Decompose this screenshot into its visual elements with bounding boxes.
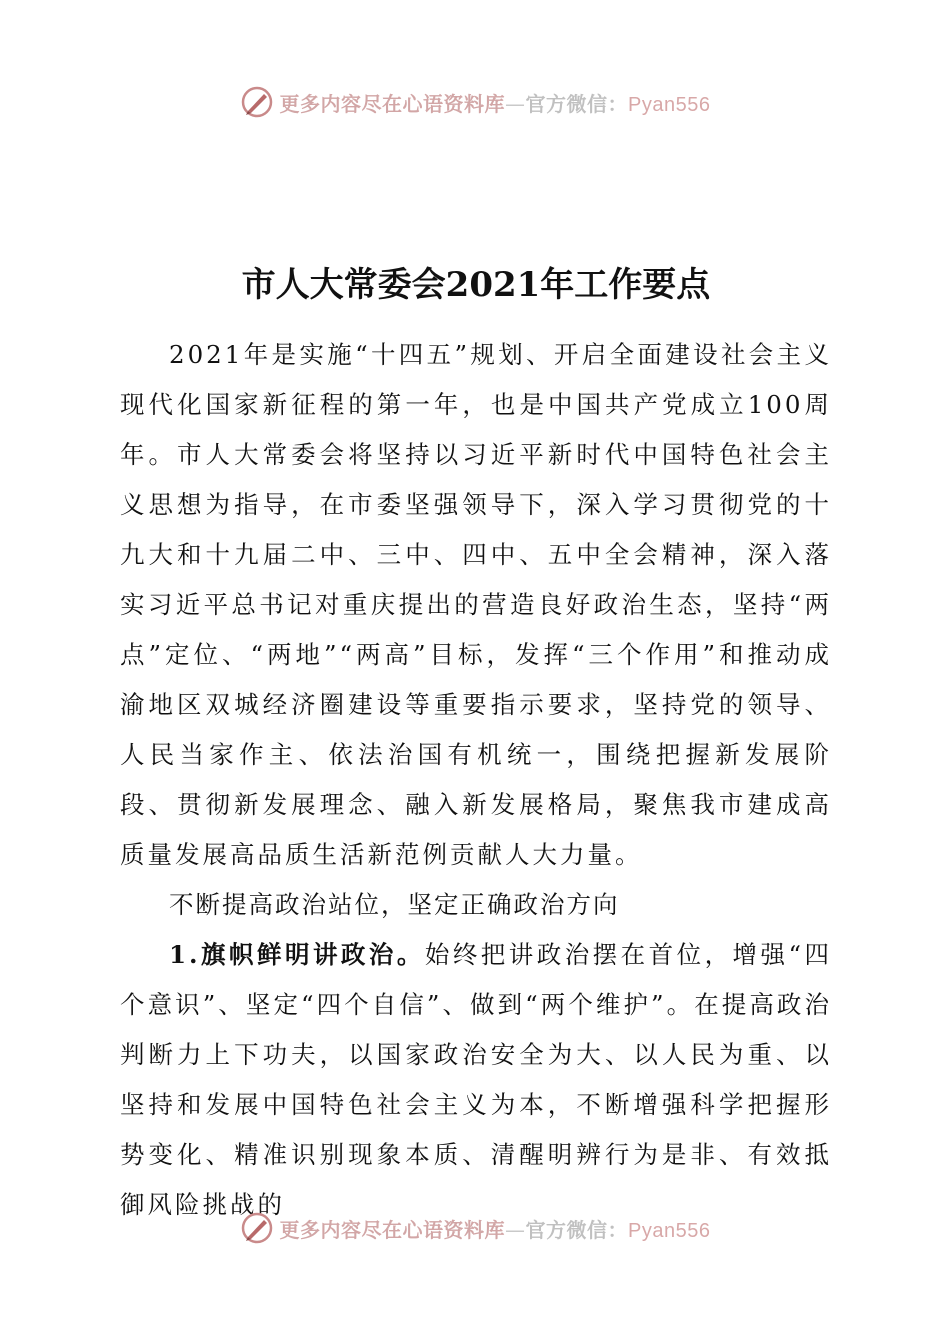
watermark-wechat-id: Pyan556: [628, 1219, 711, 1242]
watermark-wechat-id: Pyan556: [628, 93, 711, 116]
header-watermark: [0, 80, 950, 124]
item-1-lead: 1.旗帜鲜明讲政治。: [169, 940, 425, 969]
watermark-text: [280, 1214, 711, 1243]
watermark-dash: —: [505, 1217, 526, 1242]
watermark-text: [280, 88, 711, 117]
item-1-paragraph: [120, 930, 832, 1230]
pen-logo-icon: [240, 85, 274, 119]
watermark-wechat-label: 官方微信：: [525, 91, 629, 116]
watermark-wechat-label: 官方微信：: [525, 1217, 629, 1242]
section-heading: 不断提高政治站位，坚定正确政治方向: [169, 890, 620, 919]
document-body: [120, 250, 832, 1230]
item-1-body: 始终把讲政治摆在首位，增强“四个意识”、坚定“四个自信”、做到“两个维护”。在提高政治判断力上下功夫，以国家政治安全为大、以人民为重、以坚持和发展中国特色社会主义为本，不断增强科学把握形势变化、精准识别现象本质、清醒明辨行为是非、有效抵御风险挑战的: [120, 940, 832, 1219]
watermark-site: 更多内容尽在心语资料库: [279, 1217, 506, 1242]
pen-logo-icon: [240, 1211, 274, 1245]
intro-paragraph: 2021年是实施“十四五”规划、开启全面建设社会主义现代化国家新征程的第一年，也是中国共产党成立100周年。市人大常委会将坚持以习近平新时代中国特色社会主义思想为指导，在市委坚强领导下，深入学习贯彻党的十九大和十九届二中、三中、四中、五中全会精神，深入落实习近平总书记对重庆提出的营造良好政治生态，坚持“两点”定位、“两地”“两高”目标，发挥“三个作用”和推动成渝地区双城经济圈建设等重要指示要求，坚持党的领导、人民当家作主、依法治国有机统一，围绕把握新发展阶段、贯彻新发展理念、融入新发展格局，聚焦我市建成高质量发展高品质生活新范例贡献人大力量。: [120, 340, 832, 869]
document-title: 市人大常委会2021年工作要点: [241, 265, 711, 305]
footer-watermark: [0, 1206, 950, 1250]
watermark-site: 更多内容尽在心语资料库: [279, 91, 506, 116]
watermark-dash: —: [505, 91, 526, 116]
